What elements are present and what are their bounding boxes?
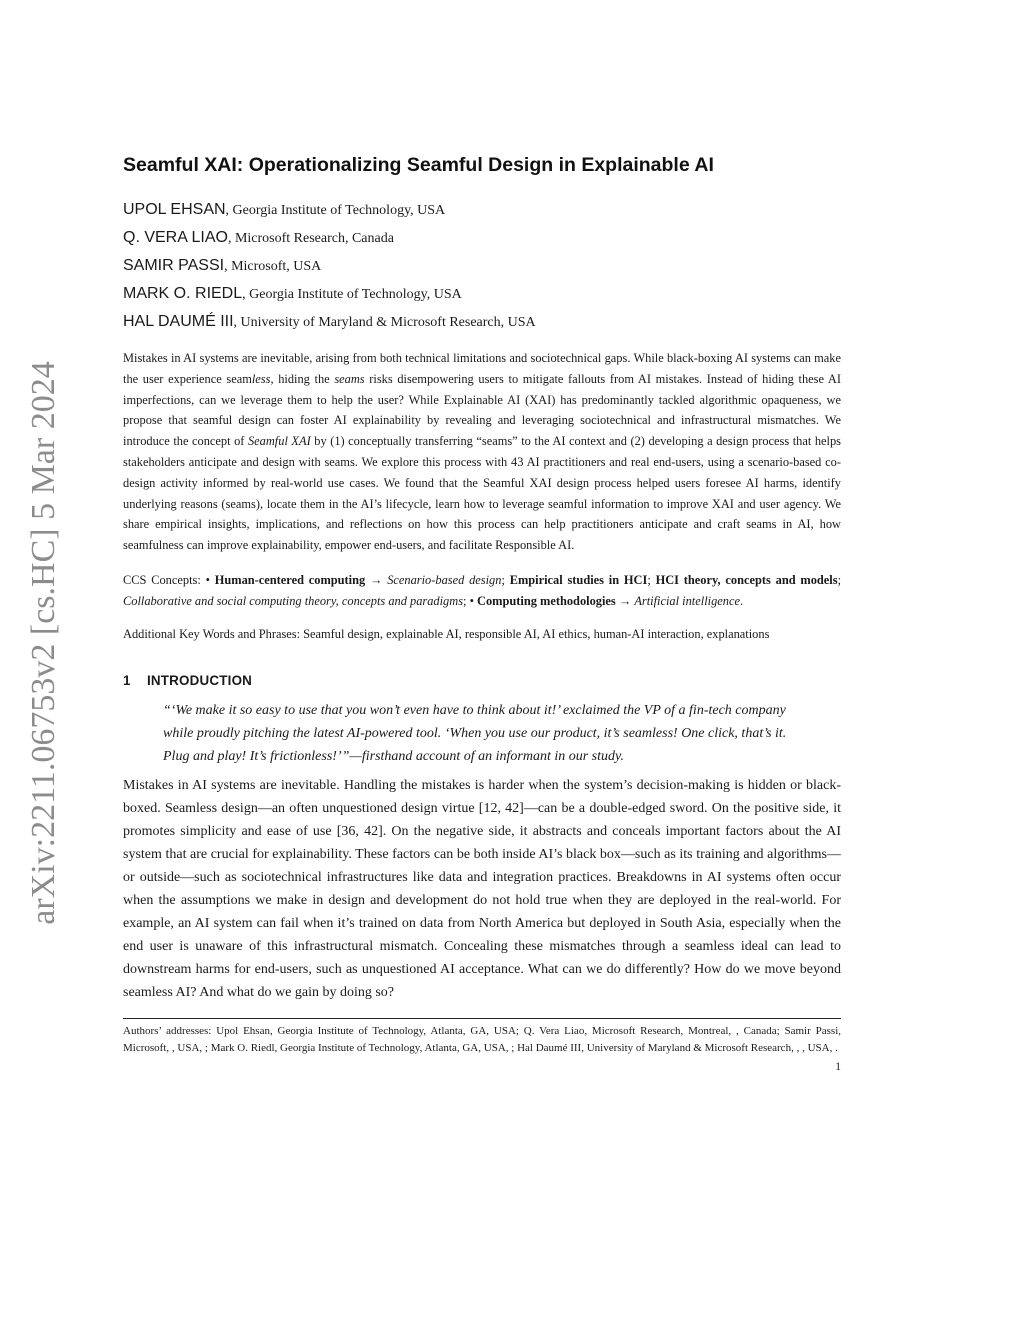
abstract-emphasis: seams: [334, 371, 365, 386]
author-name: HAL DAUMÉ III: [123, 313, 234, 330]
author-name: MARK O. RIEDL: [123, 285, 243, 302]
abstract-text: , hiding the: [270, 371, 335, 386]
paper-page: [123, 150, 841, 1076]
abstract-text: by (1) conceptually transferring “seams” to the AI context and (2) developing a design process that helps stakeholders anticipate and design with seams. We explore this process with 43 AI practitioners and real end-users, using a scenario-based co-design activity informed by real-world use cases. We found that the Seamful XAI design process helped users foresee AI harms, identify underlying reasons (seams), locate them in the AI’s lifecycle, learn how to leverage seamful information to improve XAI and user agency. We share empirical insights, implications, and reflections on how this process can help practitioners anticipate and craft seams in AI, how seamfulness can improve explainability, empower end-users, and facilitate Responsible AI.: [123, 434, 841, 553]
epigraph: [163, 699, 803, 768]
ccs-separator: ;: [837, 572, 842, 587]
author-entry: HAL DAUMÉ III, University of Maryland & Microsoft Research, USA: [123, 313, 536, 330]
paper-title: Seamful XAI: Operationalizing Seamful Design in Explainable AI: [123, 154, 714, 176]
author-entry: Q. VERA LIAO, Microsoft Research, Canada: [123, 229, 394, 246]
ccs-arrow: →: [615, 593, 635, 608]
arxiv-sidebar: [18, 355, 70, 930]
author-entry: MARK O. RIEDL, Georgia Institute of Technology, USA: [123, 285, 462, 302]
section-heading: [123, 671, 841, 691]
ccs-subconcept: Scenario-based design: [387, 572, 502, 587]
author-affiliation: Georgia Institute of Technology, USA: [249, 287, 462, 302]
abstract-emphasis: Seamful XAI: [247, 434, 311, 449]
epigraph-text: “‘We make it so easy to use that you won’t even have to think about it!’ exclaimed the VP of a fin-tech company while proudly pitching the latest AI-powered tool. ‘When you use our product, it’s seamless! One click, that’s it. Plug and play! It’s frictionless!’”—firsthand account of an informant in our study.: [163, 702, 787, 764]
ccs-concept: Computing methodologies: [477, 593, 616, 608]
ccs-separator: .: [739, 593, 744, 608]
keywords-text: Additional Key Words and Phrases: Seamful design, explainable AI, responsible AI, AI ethics, human-AI interaction, explanations: [123, 626, 770, 641]
ccs-subconcept: Artificial intelligence: [634, 593, 740, 608]
ccs-concepts: [123, 570, 841, 612]
section-number: 1: [123, 672, 131, 688]
abstract: [123, 348, 841, 556]
ccs-concept: Human-centered computing: [214, 572, 366, 587]
author-affiliation: Microsoft Research, Canada: [234, 231, 394, 246]
abstract-emphasis: less: [251, 371, 271, 386]
ccs-arrow: →: [365, 572, 388, 587]
intro-body: [123, 774, 841, 1004]
ccs-separator: ; •: [463, 593, 478, 608]
keywords: [123, 624, 841, 645]
ccs-separator: ;: [647, 572, 656, 587]
ccs-paragraph: [123, 570, 841, 612]
page-number: 1: [835, 1060, 841, 1073]
abstract-paragraph: [123, 348, 841, 556]
ccs-concept: HCI theory, concepts and models: [655, 572, 838, 587]
author-list: [123, 196, 841, 336]
author-affiliation: Georgia Institute of Technology, USA: [232, 203, 446, 218]
author-affiliation: Microsoft, USA: [231, 259, 322, 274]
footnote-divider: [123, 1018, 841, 1019]
ccs-subconcept: Collaborative and social computing theory, concepts and paradigms: [123, 593, 464, 608]
intro-paragraph: Mistakes in AI systems are inevitable. Handling the mistakes is harder when the system’s decision-making is hidden or black-boxed. Seamless design—an often unquestioned design virtue [12, 42]—can be a double-edged sword. On the positive side, it promotes simplicity and ease of use [36, 42]. On the negative side, it abstracts and conceals important factors about the AI system that are crucial for explainability. These factors can be both inside AI’s black box—such as its training and algorithms—or outside—such as sociotechnical infrastructures like data and integration practices. Breakdowns in AI systems often occur when the assumptions we make in design and development do not hold true when they are deployed in the real-world. For example, an AI system can fail when it’s trained on data from North America but deployed in South Asia, especially when the end user is unaware of this infrastructural mismatch. Concealing these mismatches through a seamless ideal can lead to downstream harms for end-users, such as unquestioned AI acceptance. What can we do differently? How do we move beyond seamless AI? And what do we gain by doing so?: [123, 777, 841, 1000]
author-affiliation: University of Maryland & Microsoft Research, USA: [240, 315, 536, 330]
footnote-text: Authors’ addresses: Upol Ehsan, Georgia Institute of Technology, Atlanta, GA, USA; Q. Vera Liao, Microsoft Research, Montreal, , Canada; Samir Passi, Microsoft, , USA, ; Mark O. Riedl, Georgia Institute of Technology, Atlanta, GA, USA, ; Hal Daumé III, University of Maryland & Microsoft Research, , , USA, .: [123, 1024, 841, 1054]
section-title: INTRODUCTION: [147, 672, 253, 688]
author-name: UPOL EHSAN: [123, 201, 226, 218]
authors-addresses-footnote: [123, 1023, 841, 1057]
abstract-text: Mistakes in AI systems are inevitable, arising from both technical limitations and sociotechnical gaps. While black-boxing AI systems can make the user experience seam: [123, 351, 841, 386]
ccs-concept: Empirical studies in HCI: [509, 572, 648, 587]
ccs-separator: ;: [501, 572, 510, 587]
arxiv-identifier: arXiv:2211.06753v2 [cs.HC] 5 Mar 2024: [25, 360, 62, 925]
author-name: SAMIR PASSI: [123, 257, 225, 274]
ccs-label: CCS Concepts: •: [123, 572, 215, 587]
abstract-text: risks disempowering users to mitigate fallouts from AI mistakes. Instead of hiding these AI imperfections, can we leverage them to help the user? While Explainable AI (XAI) has predominantly tackled algorithmic opaqueness, we propose that seamful design can foster AI explainability by revealing and leveraging sociotechnical and infrastructural mismatches. We introduce the concept of: [123, 371, 842, 449]
author-entry: SAMIR PASSI, Microsoft, USA: [123, 257, 322, 274]
author-name: Q. VERA LIAO: [123, 229, 228, 246]
author-entry: UPOL EHSAN, Georgia Institute of Technology, USA: [123, 201, 446, 218]
